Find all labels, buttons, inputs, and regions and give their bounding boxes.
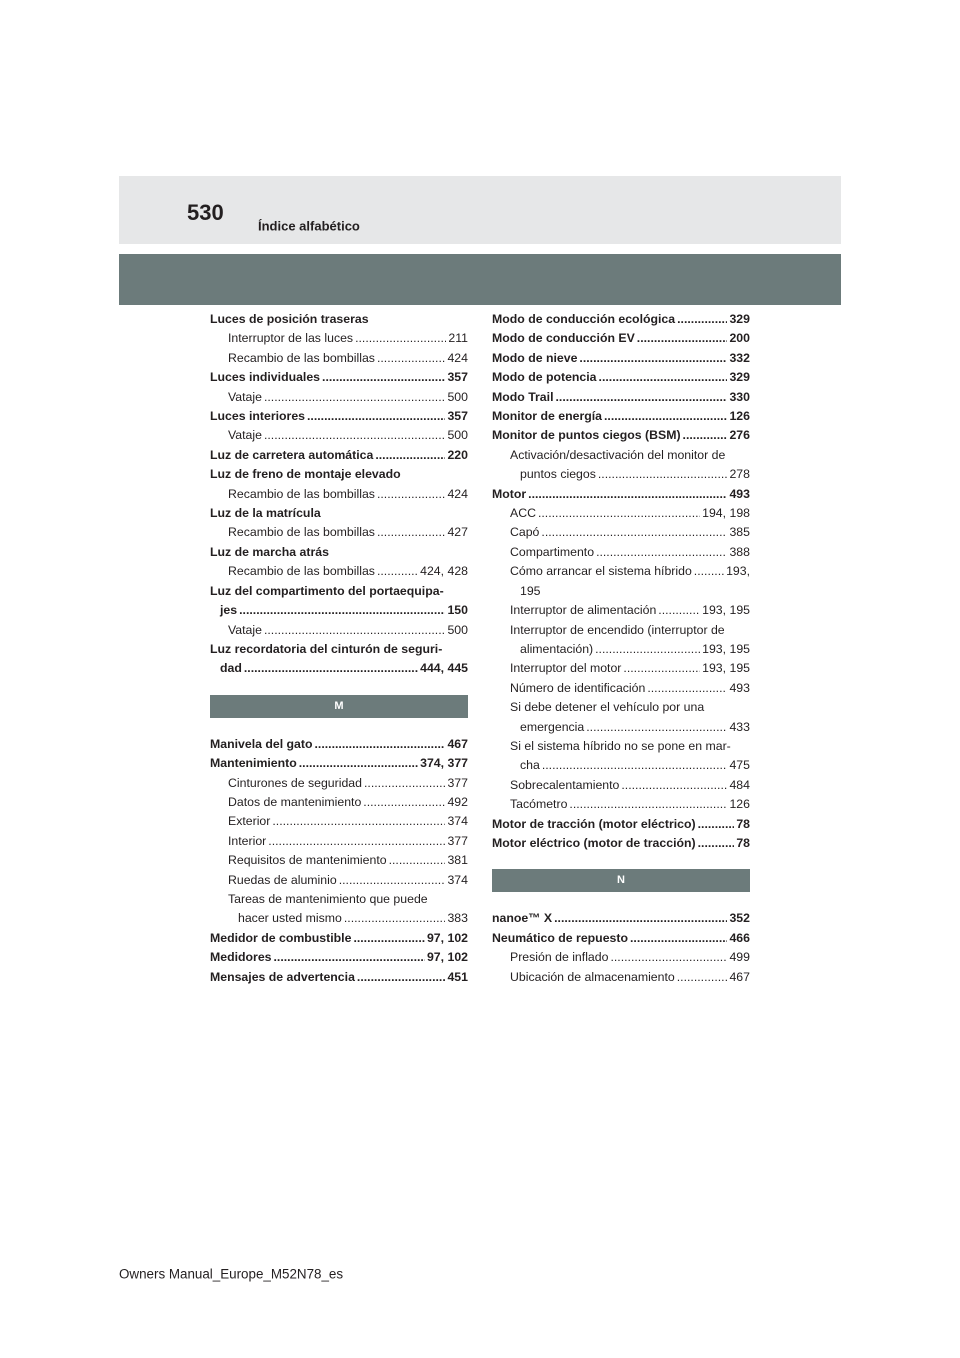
index-term: hacer usted mismo — [238, 911, 342, 926]
page-reference: 500 — [447, 622, 468, 637]
dot-leader — [579, 349, 727, 368]
index-term: Vataje — [228, 428, 262, 443]
index-term: Luz del compartimento del portaequipa- — [210, 583, 444, 598]
index-entry — [492, 388, 750, 407]
page-reference: 276 — [729, 428, 750, 443]
page-reference: 97, 102 — [426, 950, 468, 965]
dot-leader — [541, 523, 727, 542]
index-subentry — [210, 485, 468, 504]
dot-leader — [569, 795, 727, 814]
index-entry — [210, 310, 468, 329]
index-entry-line — [210, 735, 468, 754]
dot-leader — [647, 679, 727, 698]
index-entry-line — [210, 948, 468, 967]
dot-leader — [389, 851, 446, 870]
index-entry — [492, 485, 750, 504]
page-reference: 150 — [447, 603, 468, 618]
section-title: Índice alfabético — [258, 218, 360, 234]
dot-leader — [637, 329, 728, 348]
index-entry-line — [510, 465, 750, 484]
index-subentry — [492, 659, 750, 678]
dot-leader — [357, 968, 446, 987]
dot-leader — [377, 562, 418, 581]
index-entry-line — [492, 929, 750, 948]
page-reference: 424 — [447, 486, 468, 501]
page-reference: 193, 195 — [702, 603, 750, 618]
index-entry-line — [210, 601, 468, 620]
dot-leader — [377, 523, 446, 542]
dot-leader — [274, 948, 425, 967]
index-entry-line — [492, 834, 750, 853]
index-subentry — [492, 795, 750, 814]
index-entry-line — [492, 310, 750, 329]
index-term: Medidor de combustible — [210, 930, 352, 945]
index-entry-line — [228, 909, 468, 928]
index-subentry — [210, 832, 468, 851]
index-term: Tareas de mantenimiento que puede — [228, 891, 428, 906]
dot-leader — [268, 832, 445, 851]
index-term: Motor de tracción (motor eléctrico) — [492, 816, 696, 831]
page-reference: 78 — [736, 816, 750, 831]
index-subentry — [210, 812, 468, 831]
index-term: Si debe detener el vehículo por una — [510, 700, 705, 715]
index-entry-line — [492, 388, 750, 407]
index-term: Luces interiores — [210, 409, 305, 424]
page-reference: 377 — [447, 833, 468, 848]
index-subentry — [210, 349, 468, 368]
index-term: Recambio de las bombillas — [228, 525, 375, 540]
dot-leader — [299, 754, 418, 773]
index-subentry — [492, 679, 750, 698]
page-reference: 332 — [729, 350, 750, 365]
page-reference: 381 — [447, 853, 468, 868]
page-reference: 484 — [729, 777, 750, 792]
page-reference: 475 — [729, 758, 750, 773]
index-term: Mantenimiento — [210, 756, 297, 771]
index-entry — [210, 968, 468, 987]
index-subentry — [210, 562, 468, 581]
index-term: jes — [220, 603, 238, 618]
index-subentry — [210, 388, 468, 407]
index-term: Capó — [510, 525, 540, 540]
index-entry — [210, 640, 468, 679]
page-reference: 194, 198 — [702, 506, 750, 521]
index-entry-line — [228, 832, 468, 851]
index-subentry — [492, 504, 750, 523]
page-reference: 466 — [729, 930, 750, 945]
dot-leader — [683, 426, 728, 445]
dot-leader — [598, 465, 728, 484]
index-term: Presión de inflado — [510, 950, 609, 965]
index-subentry — [210, 621, 468, 640]
index-entry — [210, 543, 468, 562]
index-term: Medidores — [210, 950, 272, 965]
index-term: Interior — [228, 833, 267, 848]
header-band — [119, 254, 841, 305]
dot-leader — [658, 601, 700, 620]
index-entry-line — [510, 601, 750, 620]
index-term: Si el sistema híbrido no se pone en mar- — [510, 738, 731, 753]
page-reference: 357 — [447, 409, 468, 424]
index-entry-line — [510, 640, 750, 659]
index-entry-line — [510, 543, 750, 562]
dot-leader — [264, 426, 446, 445]
page-reference: 467 — [729, 969, 750, 984]
index-entry-line — [228, 812, 468, 831]
index-term-continuation: 195 — [520, 583, 541, 598]
dot-leader — [610, 948, 727, 967]
dot-leader — [322, 368, 445, 387]
index-term: Motor eléctrico (motor de tracción) — [492, 835, 696, 850]
index-subentry — [492, 601, 750, 620]
index-subentry — [210, 329, 468, 348]
header-bar — [119, 176, 841, 244]
page-reference: 278 — [729, 467, 750, 482]
index-term: Luz de freno de montaje elevado — [210, 467, 401, 482]
index-term: Neumático de repuesto — [492, 930, 628, 945]
dot-leader — [244, 659, 418, 678]
index-entry-line — [228, 793, 468, 812]
index-entry-line — [510, 968, 750, 987]
index-entry-line — [492, 815, 750, 834]
index-entry — [210, 407, 468, 426]
index-term: Modo de nieve — [492, 350, 578, 365]
index-subentry — [210, 774, 468, 793]
index-term: Luz de marcha atrás — [210, 544, 329, 559]
page-reference: 374, 377 — [420, 756, 468, 771]
index-column-left — [210, 310, 468, 987]
index-term: Monitor de puntos ciegos (BSM) — [492, 428, 681, 443]
index-group-n — [492, 909, 750, 987]
index-term: Modo de potencia — [492, 370, 597, 385]
index-term: Interruptor del motor — [510, 661, 622, 676]
dot-leader — [363, 793, 445, 812]
dot-leader — [315, 735, 446, 754]
index-entry-line — [228, 851, 468, 870]
index-term: Datos de mantenimiento — [228, 794, 362, 809]
dot-leader — [596, 543, 727, 562]
index-entry — [492, 310, 750, 329]
index-entry-line — [210, 968, 468, 987]
page-reference: 444, 445 — [420, 661, 468, 676]
index-entry-line — [510, 659, 750, 678]
index-entry — [492, 407, 750, 426]
index-entry — [492, 426, 750, 445]
letter-heading-n: N — [492, 869, 750, 892]
index-entry-line — [210, 754, 468, 773]
index-entry-line — [228, 426, 468, 445]
index-entry — [210, 754, 468, 773]
index-subentry — [210, 890, 468, 929]
index-entry-line — [210, 407, 468, 426]
index-entry-line — [228, 329, 468, 348]
page-reference: 500 — [447, 428, 468, 443]
index-entry — [210, 582, 468, 621]
dot-leader — [542, 756, 728, 775]
index-term: Manivela del gato — [210, 736, 313, 751]
dot-leader — [353, 929, 425, 948]
page-reference: 433 — [729, 719, 750, 734]
index-entry-line — [492, 909, 750, 928]
index-group-m-continued — [492, 310, 750, 853]
index-entry-line — [228, 621, 468, 640]
index-subentry — [492, 948, 750, 967]
page-reference: 352 — [729, 911, 750, 926]
index-term: Interruptor de las luces — [228, 331, 354, 346]
index-subentry — [210, 851, 468, 870]
page-reference: 499 — [729, 950, 750, 965]
index-entry-line — [210, 929, 468, 948]
page-reference: 200 — [729, 331, 750, 346]
page-reference: 492 — [447, 794, 468, 809]
page-reference: 500 — [447, 389, 468, 404]
dot-leader — [694, 562, 724, 581]
index-subentry — [492, 968, 750, 987]
index-subentry — [492, 446, 750, 485]
page-reference: 211 — [448, 331, 468, 346]
index-term: Vataje — [228, 622, 262, 637]
index-term: Ruedas de aluminio — [228, 872, 337, 887]
index-term: Número de identificación — [510, 680, 646, 695]
index-term: puntos ciegos — [520, 467, 596, 482]
index-term: Cinturones de seguridad — [228, 775, 362, 790]
page-reference: 126 — [729, 797, 750, 812]
dot-leader — [599, 368, 728, 387]
index-term: nanoe™ X — [492, 911, 553, 926]
dot-leader — [677, 310, 727, 329]
page-reference: 193, 195 — [702, 661, 750, 676]
page-reference: 329 — [729, 312, 750, 326]
page-reference: 493 — [729, 486, 750, 501]
index-entry — [210, 929, 468, 948]
index-term: Sobrecalentamiento — [510, 777, 620, 792]
index-group-l — [210, 310, 468, 679]
index-term: Luz de la matrícula — [210, 506, 321, 521]
index-entry-line — [492, 329, 750, 348]
index-term: Mensajes de advertencia — [210, 969, 355, 984]
dot-leader — [595, 640, 700, 659]
index-entry-line — [510, 523, 750, 542]
index-entry-line — [228, 388, 468, 407]
index-term: ACC — [510, 506, 536, 521]
index-subentry — [492, 543, 750, 562]
index-term: Modo Trail — [492, 389, 554, 404]
index-entry-line — [510, 504, 750, 523]
index-entry — [210, 504, 468, 523]
index-term: Monitor de energía — [492, 409, 602, 424]
letter-heading-m: M — [210, 695, 468, 718]
page-reference: 424 — [447, 350, 468, 365]
page-reference: 357 — [447, 370, 468, 385]
dot-leader — [630, 929, 727, 948]
index-entry-line — [228, 871, 468, 890]
dot-leader — [698, 815, 735, 834]
page-reference: 385 — [729, 525, 750, 540]
footer-document-id: Owners Manual_Europe_M52N78_es — [119, 1266, 344, 1282]
index-entry-line — [228, 523, 468, 542]
index-entry-line — [210, 368, 468, 387]
index-term: dad — [220, 661, 242, 676]
index-term: Motor — [492, 486, 527, 501]
index-entry-line — [492, 407, 750, 426]
page-reference: 330 — [729, 389, 750, 404]
index-entry — [492, 929, 750, 948]
page-reference: 193, — [726, 564, 750, 579]
index-subentry — [210, 793, 468, 812]
dot-leader — [528, 485, 727, 504]
index-subentry — [210, 523, 468, 542]
index-term: Cómo arrancar el sistema híbrido — [510, 564, 692, 579]
index-term: Ubicación de almacenamiento — [510, 969, 675, 984]
dot-leader — [307, 407, 445, 426]
page-reference: 126 — [729, 409, 750, 424]
index-term: Recambio de las bombillas — [228, 350, 375, 365]
page-reference: 493 — [729, 680, 750, 695]
index-entry-line — [510, 776, 750, 795]
index-entry-line — [510, 795, 750, 814]
index-entry-line — [228, 774, 468, 793]
page-reference: 374 — [447, 872, 468, 887]
index-entry-line — [492, 426, 750, 445]
index-term: Interruptor de alimentación — [510, 603, 657, 618]
page-number: 530 — [187, 200, 224, 225]
dot-leader — [623, 659, 700, 678]
index-term: Modo de conducción EV — [492, 331, 635, 346]
dot-leader — [554, 909, 727, 928]
page-reference: 383 — [447, 911, 468, 926]
page-reference: 377 — [447, 775, 468, 790]
index-subentry — [210, 871, 468, 890]
index-term: Compartimento — [510, 544, 595, 559]
index-entry-line — [492, 368, 750, 387]
index-group-m — [210, 735, 468, 987]
dot-leader — [377, 485, 446, 504]
index-term: Luces individuales — [210, 370, 321, 385]
index-term: Recambio de las bombillas — [228, 564, 375, 579]
index-term: Requisitos de mantenimiento — [228, 853, 387, 868]
index-entry-line — [228, 485, 468, 504]
index-entry-line — [510, 718, 750, 737]
index-entry-line — [510, 756, 750, 775]
dot-leader — [621, 776, 727, 795]
index-entry — [210, 465, 468, 484]
index-entry-line — [492, 485, 750, 504]
index-entry — [210, 368, 468, 387]
dot-leader — [604, 407, 727, 426]
index-entry — [492, 368, 750, 387]
index-entry — [492, 815, 750, 834]
page-reference: 451 — [447, 969, 468, 984]
index-entry — [210, 948, 468, 967]
page-reference: 78 — [736, 835, 750, 850]
page-reference: 193, 195 — [702, 641, 750, 656]
page-reference: 97, 102 — [426, 930, 468, 945]
index-term: Tacómetro — [510, 797, 568, 812]
page-reference: 467 — [447, 736, 468, 751]
index-entry-line — [210, 446, 468, 465]
index-entry — [492, 834, 750, 853]
index-subentry — [492, 621, 750, 660]
dot-leader — [272, 812, 445, 831]
dot-leader — [586, 718, 727, 737]
dot-leader — [339, 871, 446, 890]
page-reference: 329 — [729, 370, 750, 385]
index-entry — [210, 735, 468, 754]
index-term: alimentación) — [520, 641, 594, 656]
index-subentry — [492, 698, 750, 737]
page-reference: 427 — [447, 525, 468, 540]
index-entry — [492, 909, 750, 928]
dot-leader — [377, 349, 446, 368]
dot-leader — [264, 388, 446, 407]
index-entry-line — [228, 349, 468, 368]
index-entry — [210, 446, 468, 465]
index-term: Exterior — [228, 814, 271, 829]
index-subentry — [492, 523, 750, 542]
index-subentry — [492, 562, 750, 601]
index-entry-line — [492, 349, 750, 368]
index-column-right — [492, 310, 750, 987]
index-entry-line — [228, 562, 468, 581]
index-term: cha — [520, 758, 540, 773]
index-term: Activación/desactivación del monitor de — [510, 447, 726, 462]
index-entry-line — [510, 948, 750, 967]
index-entry-line — [210, 659, 468, 678]
page-reference: 424, 428 — [420, 564, 468, 579]
index-subentry — [492, 776, 750, 795]
index-term: Luces de posición traseras — [210, 312, 369, 326]
dot-leader — [555, 388, 727, 407]
page-reference: 388 — [729, 544, 750, 559]
dot-leader — [538, 504, 700, 523]
index-entry — [492, 349, 750, 368]
index-term: Interruptor de encendido (interruptor de — [510, 622, 725, 637]
index-entry-line — [510, 679, 750, 698]
index-term: Luz de carretera automática — [210, 447, 374, 462]
dot-leader — [344, 909, 446, 928]
dot-leader — [239, 601, 445, 620]
dot-leader — [264, 621, 446, 640]
index-entry — [492, 329, 750, 348]
dot-leader — [375, 446, 445, 465]
index-subentry — [210, 426, 468, 445]
dot-leader — [677, 968, 728, 987]
index-subentry — [492, 737, 750, 776]
index-term: Modo de conducción ecológica — [492, 312, 676, 326]
index-term: Recambio de las bombillas — [228, 486, 375, 501]
index-term: Vataje — [228, 389, 262, 404]
dot-leader — [698, 834, 735, 853]
index-entry-line — [510, 562, 750, 581]
dot-leader — [355, 329, 446, 348]
page-reference: 220 — [447, 447, 468, 462]
dot-leader — [364, 774, 445, 793]
page-reference: 374 — [447, 814, 468, 829]
index-term: emergencia — [520, 719, 585, 734]
index-term: Luz recordatoria del cinturón de seguri- — [210, 641, 443, 656]
